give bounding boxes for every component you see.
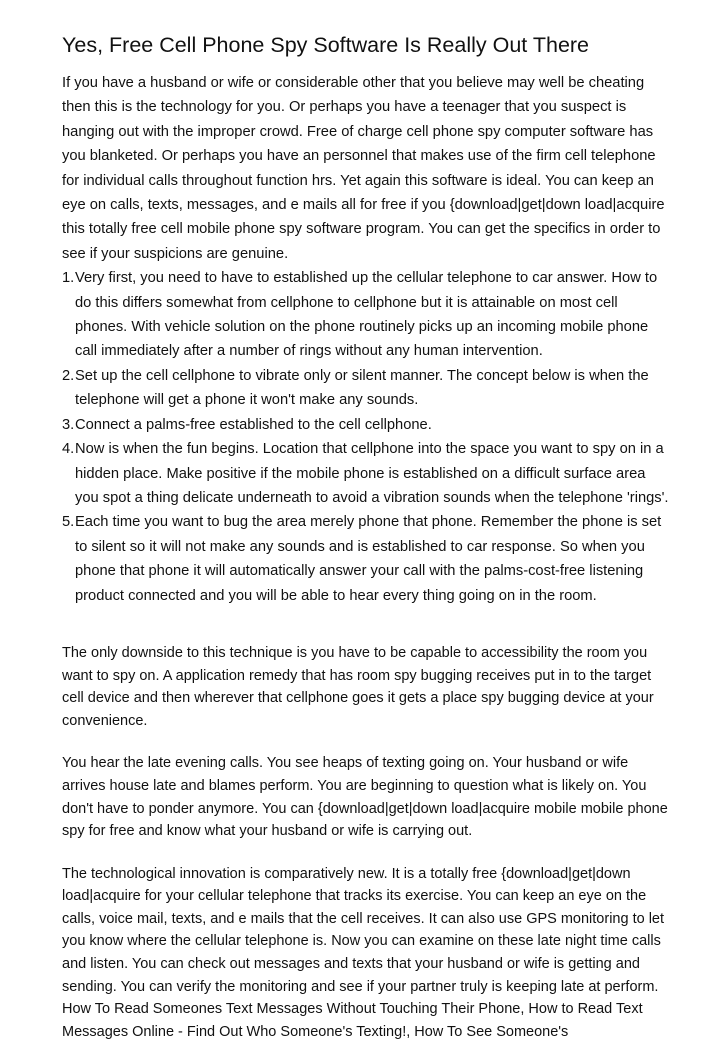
body-paragraph: You hear the late evening calls. You see heaps of texting going on. Your husband or wife arrives house late and blames perform. You are beginning to question what is likely on. You don't have to ponder anymore. You can {download|get|down load|acquire mobile mobile phone spy for free and know what your husband or wife is carrying out. bbox=[62, 755, 668, 840]
body-paragraph: The technological innovation is comparatively new. It is a totally free {download|get|down load|acquire for your cellular telephone that tracks its exercise. You can keep an eye on the calls, voice mail, texts, and e mails that the cell receives. It can also use GPS monitoring to let you know where the cellular telephone is. Now you can examine on these late night time calls and listen. You can check out messages and texts that your husband or wife is getting and sending. You can verify the monitoring and see if your partner truly is keeping late at perform. How To Read Someones Text Messages Without Touching Their Phone, How to Read Text Messages Online - Find Out Who Someone's Texting!, How To See Someone's bbox=[62, 865, 665, 1040]
list-item-number: 5. bbox=[62, 514, 75, 531]
list-item-number: 3. bbox=[62, 416, 75, 433]
list-item bbox=[62, 364, 672, 413]
document-page bbox=[62, 30, 672, 1043]
list-item bbox=[62, 413, 672, 437]
list-item-text: Set up the cell cellphone to vibrate only or silent manner. The concept below is when the telephone will get a phone it won't make any sounds. bbox=[75, 367, 649, 409]
steps-list bbox=[62, 266, 672, 608]
list-item-number: 4. bbox=[62, 441, 75, 458]
document-title: Yes, Free Cell Phone Spy Software Is Really Out There bbox=[62, 33, 590, 57]
list-item-text: Very first, you need to have to established up the cellular telephone to car answer. How to do this differs somewhat from cellphone to cellphone but it is attainable on most cell phones. With vehicle solution on the phone routinely picks up an incoming mobile phone call immediately after a number of rings without any human intervention. bbox=[75, 270, 658, 360]
list-item bbox=[62, 510, 672, 608]
list-item-number: 1. bbox=[62, 270, 75, 287]
list-item bbox=[62, 437, 672, 510]
body-paragraph: The only downside to this technique is you have to be capable to accessibility the room you want to spy on. A application remedy that has room spy bugging receives put in to the target cell device and then wherever that cellphone goes it gets a place spy bugging device at your convenience. bbox=[62, 644, 654, 729]
list-item-number: 2. bbox=[62, 367, 75, 384]
list-item-text: Each time you want to bug the area merely phone that phone. Remember the phone is set to silent so it will not make any sounds and is established to car response. So when you phone that phone it will automatically answer your call with the palms-cost-free listening product connected and you will be able to hear every thing going on in the room. bbox=[75, 514, 662, 604]
intro-paragraph: If you have a husband or wife or considerable other that you believe may well be cheating then this is the technology for you. Or perhaps you have a teenager that you suspect is hanging out with the improper crowd. Free of charge cell phone spy computer software has you blanketed. Or perhaps you have an personnel that makes use of the firm cell telephone for individual calls throughout function hrs. Yet again this software is ideal. You can keep an eye on calls, texts, messages, and e mails all for free if you {download|get|down load|acquire this totally free cell mobile phone spy software program. You can get the specifics in order to see if your suspicions are genuine. bbox=[62, 75, 665, 262]
list-item-text: Connect a palms-free established to the cell cellphone. bbox=[75, 416, 432, 433]
list-item-text: Now is when the fun begins. Location that cellphone into the space you want to spy on in a hidden place. Make positive if the mobile phone is established on a difficult surface area you spot a thing delicate underneath to avoid a vibration sounds when the telephone 'rings'. bbox=[75, 441, 669, 506]
list-item bbox=[62, 266, 672, 364]
